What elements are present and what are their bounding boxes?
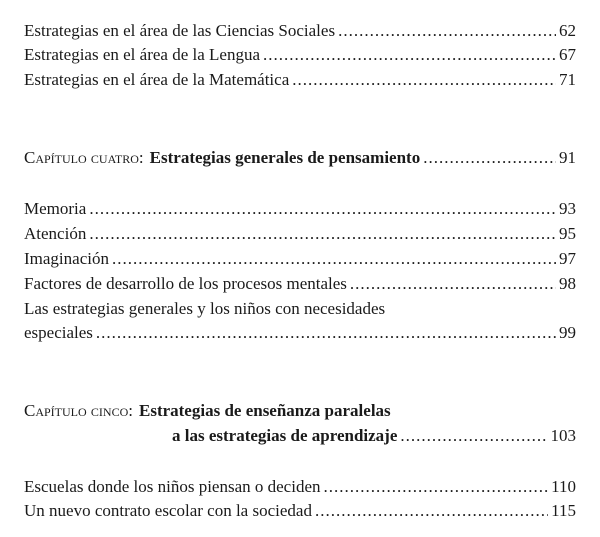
toc-entry [24, 69, 576, 91]
toc-entry-page: 99 [559, 323, 576, 342]
chapter-page: 91 [559, 148, 576, 167]
chapter-label: Capítulo cinco: [24, 401, 133, 420]
chapter-title: Estrategias generales de pensamiento [149, 148, 421, 167]
toc-entry-page: 67 [559, 45, 576, 64]
toc-entry-page: 115 [551, 501, 576, 520]
toc-entry-page: 98 [559, 274, 576, 293]
toc-entry-page: 62 [559, 21, 576, 40]
toc-entry-title: Un nuevo contrato escolar con la sociedad [24, 501, 312, 520]
toc-entry-page: 110 [551, 477, 576, 496]
toc-entry-title: Atención [24, 224, 87, 243]
toc-entry [24, 322, 576, 344]
toc-entry-title: Imaginación [24, 249, 109, 268]
chapter-heading-5-line2 [172, 425, 576, 447]
toc-entry-title: Estrategias en el área de la Lengua [24, 45, 260, 64]
leader-dots [350, 273, 556, 295]
chapter-heading-4 [24, 147, 576, 169]
chapter-label: Capítulo cuatro: [24, 148, 144, 167]
toc-entry [24, 476, 576, 498]
toc-entry-title: Escuelas donde los niños piensan o deciden [24, 477, 321, 496]
toc-entry [24, 248, 576, 270]
toc-entry [24, 198, 576, 220]
leader-dots [112, 248, 556, 270]
leader-dots [89, 198, 556, 220]
chapter-page: 103 [550, 426, 576, 445]
toc-entry [24, 500, 576, 522]
chapter-heading-text [24, 147, 420, 169]
leader-dots [315, 500, 548, 522]
toc-entry-page: 95 [559, 224, 576, 243]
leader-dots [400, 425, 547, 447]
toc-entry-page: 71 [559, 70, 576, 89]
toc-entry-title: Factores de desarrollo de los procesos mentales [24, 274, 347, 293]
leader-dots [423, 147, 556, 169]
toc-entry-title: especiales [24, 323, 93, 342]
toc-entry-page: 93 [559, 199, 576, 218]
toc-entry [24, 273, 576, 295]
toc-entry [24, 20, 576, 42]
toc-entry [24, 44, 576, 66]
toc-entry-line1: Las estrategias generales y los niños con necesidades [24, 299, 386, 318]
chapter-heading-5-line1 [24, 400, 391, 422]
toc-entry [24, 223, 576, 245]
toc-entry-title: Estrategias en el área de las Ciencias Sociales [24, 21, 336, 40]
toc-entry-title: Estrategias en el área de la Matemática [24, 70, 290, 89]
chapter-title-line1: Estrategias de enseñanza paralelas [138, 401, 391, 420]
toc-entry-page: 97 [559, 249, 576, 268]
leader-dots [338, 20, 556, 42]
toc-entry-title: Memoria [24, 199, 87, 218]
leader-dots [263, 44, 556, 66]
leader-dots [324, 476, 549, 498]
leader-dots [89, 223, 556, 245]
chapter-title-line2: a las estrategias de aprendizaje [172, 426, 398, 445]
leader-dots [96, 322, 556, 344]
leader-dots [292, 69, 556, 91]
